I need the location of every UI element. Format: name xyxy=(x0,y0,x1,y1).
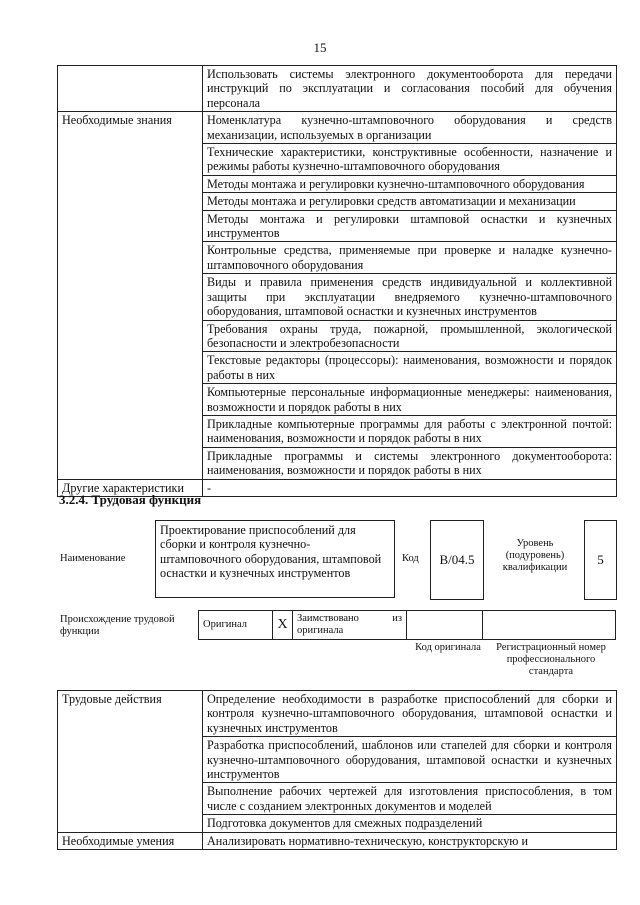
row-label-labor-actions: Трудовые действия xyxy=(58,691,203,833)
name-label: Наименование xyxy=(60,553,126,564)
reg-number-label: Регистрационный номер профессионального стандарта xyxy=(496,642,606,677)
origin-table xyxy=(198,610,616,640)
table-row xyxy=(58,112,617,144)
level-label: Уровень (подуровень) квалификации xyxy=(502,538,568,573)
row-value: Методы монтажа и регулировки штамповой оснастки и кузнечных инструментов xyxy=(203,210,617,242)
row-value: Номенклатура кузнечно-штамповочного оборудования и средств механизации, используемых в организации xyxy=(203,112,617,144)
row-value: Определение необходимости в разработке приспособлений для сборки и контроля кузнечно-штамповочного оборудования, штамповой оснастки и кузнечных инструментов xyxy=(203,691,617,737)
row-value: Выполнение рабочих чертежей для изготовления приспособления, в том числе с созданием электронных документов и моделей xyxy=(203,783,617,815)
table-row xyxy=(58,832,617,849)
level-box: 5 xyxy=(584,520,617,600)
row-value: Требования охраны труда, пожарной, промышленной, экологической безопасности и электробезопасности xyxy=(203,320,617,352)
code-label: Код xyxy=(402,553,419,564)
row-value: Текстовые редакторы (процессоры): наименования, возможности и порядок работы в них xyxy=(203,352,617,384)
row-value: Подготовка документов для смежных подразделений xyxy=(203,815,617,832)
row-value: Методы монтажа и регулировки кузнечно-штамповочного оборудования xyxy=(203,175,617,192)
code-original-cell xyxy=(407,611,483,640)
row-label-required-knowledge: Необходимые знания xyxy=(58,112,203,479)
function-code-box: B/04.5 xyxy=(430,520,484,600)
row-value: Контрольные средства, применяемые при проверке и наладке кузнечно-штамповочного оборудования xyxy=(203,242,617,274)
reg-number-cell xyxy=(483,611,616,640)
table-row xyxy=(58,691,617,737)
row-value: Технические характеристики, конструктивные особенности, назначение и режимы работы кузнечно-штамповочного оборудования xyxy=(203,144,617,176)
row-value: Анализировать нормативно-техническую, конструкторскую и xyxy=(203,832,617,849)
row-value: Прикладные компьютерные программы для работы с электронной почтой: наименования, возможности и порядок работы в них xyxy=(203,415,617,447)
page-number: 15 xyxy=(313,40,327,55)
row-label xyxy=(58,66,203,112)
row-value: Виды и правила применения средств индивидуальной и коллективной защиты при эксплуатации внедряемого кузнечно-штамповочного оборудования, штамповой оснастки и кузнечных инструментов xyxy=(203,274,617,320)
row-value: Использовать системы электронного документооборота для передачи инструкций по эксплуатации и согласования пособий для обучения персонала xyxy=(203,66,617,112)
row-value: - xyxy=(203,479,617,496)
original-cell: Оригинал xyxy=(199,611,273,640)
row-value: Компьютерные персональные информационные менеджеры: наименования, возможности и порядок работы в них xyxy=(203,384,617,416)
row-value: Разработка приспособлений, шаблонов или стапелей для сборки и контроля кузнечно-штамповочного оборудования, штамповой оснастки и кузнечных инструментов xyxy=(203,737,617,783)
table-row xyxy=(58,66,617,112)
borrowed-cell: Заимствовано из оригинала xyxy=(293,611,407,640)
row-label-other-characteristics: Другие характеристики xyxy=(58,479,203,496)
original-mark: X xyxy=(273,611,293,640)
code-original-label: Код оригинала xyxy=(415,642,481,653)
actions-table xyxy=(57,690,617,850)
row-label-required-skills: Необходимые умения xyxy=(58,832,203,849)
section-title: 3.2.4. Трудовая функция xyxy=(59,492,202,507)
knowledge-table xyxy=(57,65,617,497)
origin-label: Происхождение трудовой функции xyxy=(60,614,175,637)
row-value: Прикладные программы и системы электронного документооборота: наименования, возможности и порядок работы в них xyxy=(203,447,617,479)
function-name-box: Проектирование приспособлений для сборки и контроля кузнечно-штамповочного оборудования, штамповой оснастки и кузнечных инструментов xyxy=(155,520,395,598)
row-value: Методы монтажа и регулировки средств автоматизации и механизации xyxy=(203,193,617,210)
